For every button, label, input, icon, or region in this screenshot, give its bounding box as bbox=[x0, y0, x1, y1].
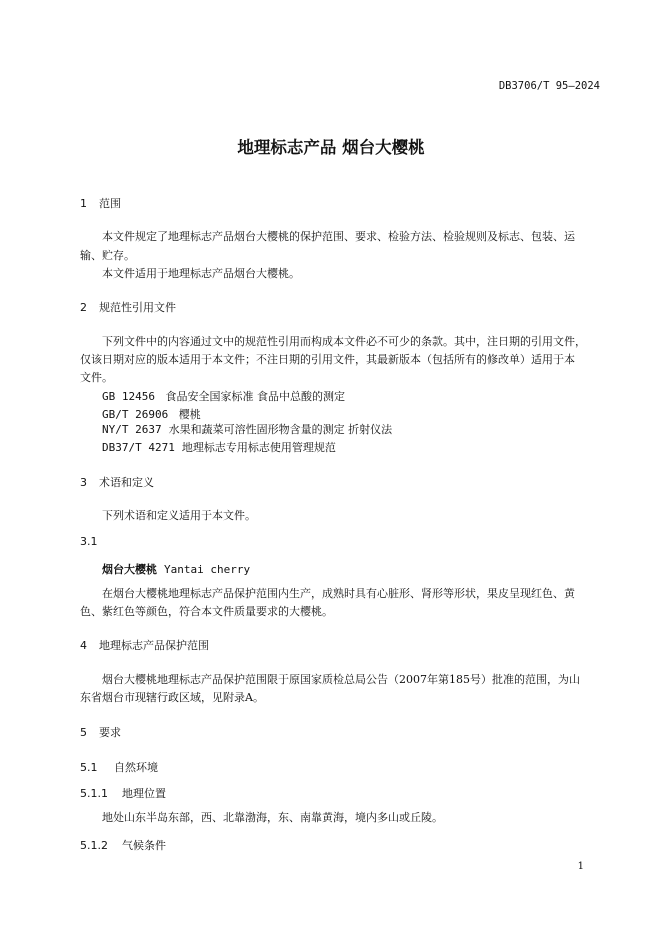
normative-reference bbox=[102, 421, 392, 437]
paragraph: 下列文件中的内容通过文中的规范性引用而构成本文件必不可少的条款。其中，注日期的引用文件， bbox=[102, 335, 586, 348]
document-title: 地理标志产品 烟台大樱桃 bbox=[237, 138, 425, 157]
term-number: 3.1 bbox=[80, 535, 98, 548]
section-number: 4 bbox=[80, 639, 87, 652]
section-number: 5.1.1 bbox=[80, 787, 108, 800]
section-title: 自然环境 bbox=[114, 761, 158, 774]
section-title: 地理位置 bbox=[122, 787, 166, 800]
paragraph-continuation: 东省烟台市现辖行政区域，见附录A。 bbox=[80, 691, 264, 704]
subsection-5-1-2-heading bbox=[80, 837, 166, 853]
section-2-heading bbox=[80, 299, 176, 315]
paragraph: 烟台大樱桃地理标志产品保护范围限于原国家质检总局公告（2007年第185号）批准的范围，为山 bbox=[102, 673, 580, 686]
section-number: 3 bbox=[80, 476, 87, 489]
term-english: Yantai cherry bbox=[164, 563, 251, 576]
paragraph-continuation: 输、贮存。 bbox=[80, 249, 135, 262]
section-title: 规范性引用文件 bbox=[99, 301, 176, 314]
term-chinese: 烟台大樱桃 bbox=[102, 563, 157, 576]
section-4-heading bbox=[80, 637, 209, 653]
reference-title: 食品安全国家标准 食品中总酸的测定 bbox=[165, 390, 345, 403]
section-number: 5.1 bbox=[80, 761, 98, 774]
reference-code: GB 12456 bbox=[102, 390, 155, 403]
normative-reference bbox=[102, 439, 336, 455]
section-number: 1 bbox=[80, 197, 87, 210]
section-title: 范围 bbox=[99, 197, 121, 210]
section-number: 5 bbox=[80, 726, 87, 739]
section-number: 5.1.2 bbox=[80, 839, 108, 852]
subsection-5-1-1-heading bbox=[80, 785, 166, 801]
section-number: 2 bbox=[80, 301, 87, 314]
section-title: 要求 bbox=[99, 726, 121, 739]
page-number: 1 bbox=[577, 861, 584, 872]
normative-reference bbox=[102, 388, 345, 404]
section-1-heading bbox=[80, 195, 121, 211]
reference-code: NY/T 2637 bbox=[102, 423, 162, 436]
paragraph-continuation: 仅该日期对应的版本适用于本文件；不注日期的引用文件，其最新版本（包括所有的修改单）适用于本 bbox=[80, 353, 575, 366]
section-3-heading bbox=[80, 474, 154, 490]
term-definition: 在烟台大樱桃地理标志产品保护范围内生产，成熟时具有心脏形、肾形等形状，果皮呈现红色、黄 bbox=[102, 587, 575, 600]
section-title: 术语和定义 bbox=[99, 476, 154, 489]
paragraph-continuation: 文件。 bbox=[80, 371, 113, 384]
standard-number: DB3706/T 95—2024 bbox=[498, 80, 600, 92]
reference-code: GB/T 26906 bbox=[102, 408, 169, 421]
reference-code: DB37/T 4271 bbox=[102, 441, 175, 454]
section-title: 气候条件 bbox=[122, 839, 166, 852]
subsection-5-1-heading bbox=[80, 759, 158, 775]
paragraph: 本文件适用于地理标志产品烟台大樱桃。 bbox=[102, 267, 300, 280]
section-5-heading bbox=[80, 724, 121, 740]
section-title: 地理标志产品保护范围 bbox=[99, 639, 209, 652]
paragraph-continuation: 色、紫红色等颜色，符合本文件质量要求的大樱桃。 bbox=[80, 605, 333, 618]
paragraph: 地处山东半岛东部，西、北靠渤海，东、南靠黄海，境内多山或丘陵。 bbox=[102, 811, 443, 824]
term-entry bbox=[102, 561, 250, 577]
paragraph: 本文件规定了地理标志产品烟台大樱桃的保护范围、要求、检验方法、检验规则及标志、包装、运 bbox=[102, 230, 575, 243]
paragraph: 下列术语和定义适用于本文件。 bbox=[102, 509, 256, 522]
reference-title: 樱桃 bbox=[178, 408, 201, 421]
reference-title: 水果和蔬菜可溶性固形物含量的测定 折射仪法 bbox=[168, 423, 393, 436]
normative-reference bbox=[102, 406, 201, 422]
reference-title: 地理标志专用标志使用管理规范 bbox=[181, 441, 336, 454]
